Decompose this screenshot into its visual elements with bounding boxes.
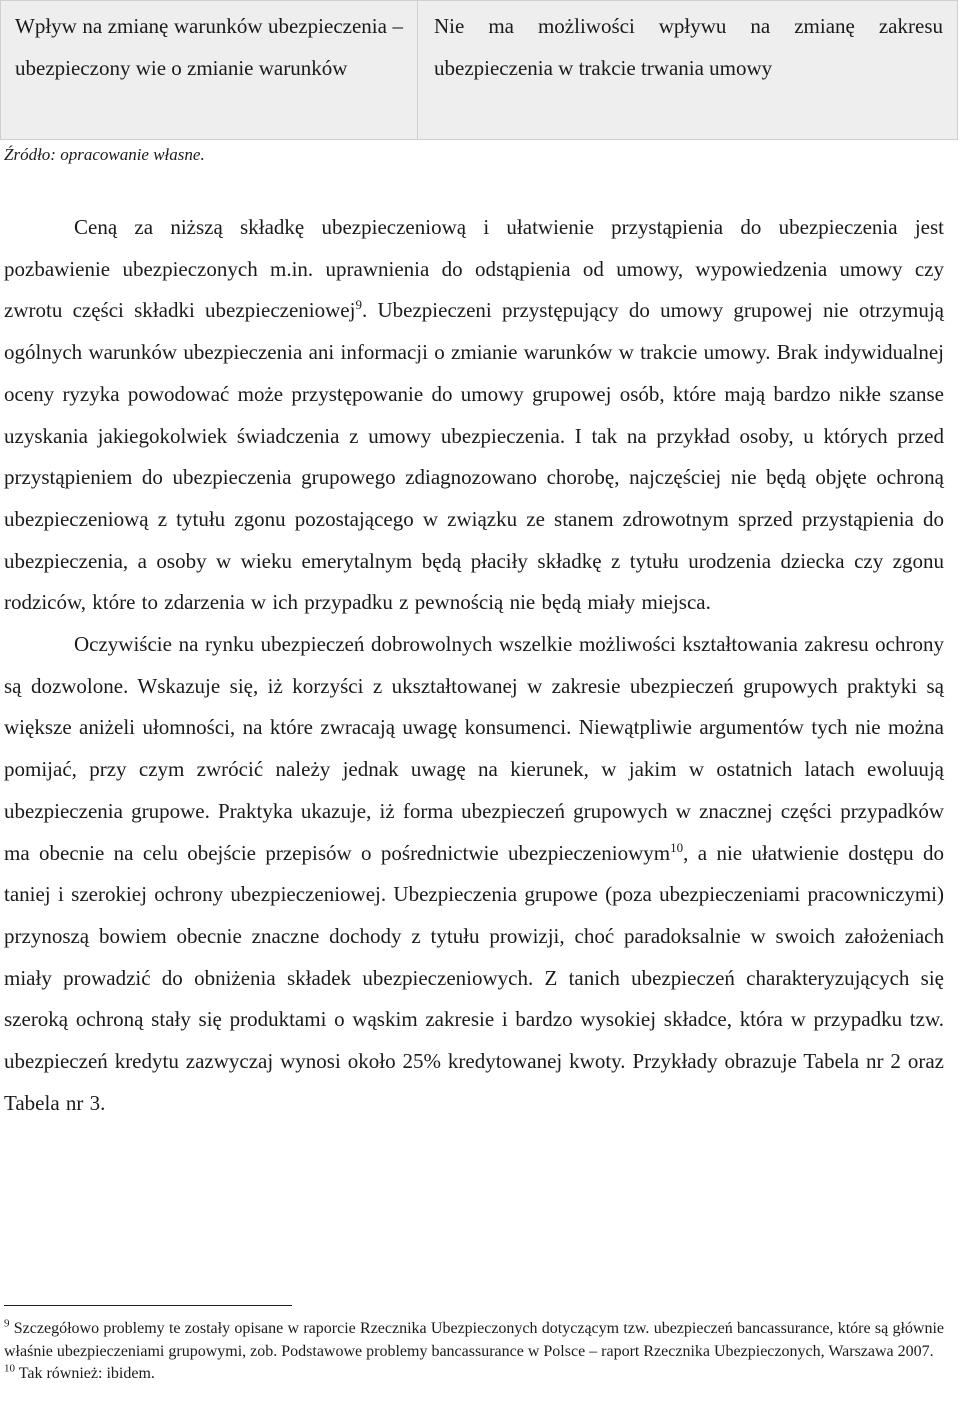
table-cell-left: Wpływ na zmianę warunków ubezpieczenia – ubezpieczony wie o zmianie warunków xyxy=(1,1,418,140)
footnote-10 xyxy=(4,1363,944,1386)
paragraph-2-text-b: , a nie ułatwienie dostępu do taniej i szerokiej ochrony ubezpieczeniowej. Ubezpieczenia grupowe (poza ubezpieczeniami pracowniczymi) przynoszą bowiem obecnie znaczne dochody z tytułu prowizji, choć paradoksalnie w swoich założeniach miały prowadzić do obniżenia składek ubezpieczeniowych. Z tanich ubezpieczeń charakteryzujących się szeroką ochroną stały się produktami o wąskim zakresie i bardzo wysokiej składce, która w przypadku tzw. ubezpieczeń kredytu zazwyczaj wynosi około 25% kredytowanej kwoty. Przykłady obrazuje Tabela nr 2 oraz Tabela nr 3. xyxy=(4,840,944,1115)
footnote-text: Tak również: ibidem. xyxy=(15,1365,155,1382)
source-note: Źródło: opracowanie własne. xyxy=(4,145,205,164)
body-text xyxy=(4,207,944,1124)
footnote-number: 10 xyxy=(4,1362,15,1375)
footnote-text: Szczegółowo problemy te zostały opisane w raporcie Rzecznika Ubezpieczonych dotyczącym tzw. ubezpieczeń bancassurance, które są głównie właśnie ubezpieczeniami grupowymi, zob. Podstawowe problemy bancassurance w Polsce – raport Rzecznika Ubezpieczonych, Warszawa 2007. xyxy=(4,1320,944,1360)
footnote-separator xyxy=(4,1305,292,1306)
paragraph-1 xyxy=(4,207,944,624)
comparison-table xyxy=(0,0,958,140)
table-row xyxy=(1,1,958,140)
paragraph-2 xyxy=(4,624,944,1124)
footnotes xyxy=(4,1318,944,1386)
paragraph-1-text-a: Ceną za niższą składkę ubezpieczeniową i ułatwienie przystąpienia do ubezpieczenia jest pozbawienie ubezpieczonych m.in. uprawnienia do odstąpienia od umowy, wypowiedzenia umowy czy zwrotu części składki ubezpieczeniowej xyxy=(4,215,944,323)
paragraph-1-text-b: . Ubezpieczeni przystępujący do umowy grupowej nie otrzymują ogólnych warunków ubezpieczenia ani informacji o zmianie warunków w trakcie umowy. Brak indywidualnej oceny ryzyka powodować może przystępowanie do umowy grupowej osób, które mają bardzo nikłe szanse uzyskania jakiegokolwiek świadczenia z umowy ubezpieczenia. I tak na przykład osoby, u których przed przystąpieniem do ubezpieczenia grupowego zdiagnozowano chorobę, najczęściej nie będą objęte ochroną ubezpieczeniową z tytułu zgonu pozostającego w związku ze stanem zdrowotnym sprzed przystąpienia do ubezpieczenia, a osoby w wieku emerytalnym będą płaciły składkę z tytułu urodzenia dziecka czy zgonu rodziców, które to zdarzenia w ich przypadku z pewnością nie będą miały miejsca. xyxy=(4,298,945,615)
paragraph-2-text-a: Oczywiście na rynku ubezpieczeń dobrowolnych wszelkie możliwości kształtowania zakresu ochrony są dozwolone. Wskazuje się, iż korzyści z ukształtowanej w zakresie ubezpieczeń grupowych praktyki są większe aniżeli ułomności, na które zwracają uwagę konsumenci. Niewątpliwie argumentów tych nie można pomijać, przy czym zwrócić należy jednak uwagę na kierunek, w jakim w ostatnich latach ewoluują ubezpieczenia grupowe. Praktyka ukazuje, iż forma ubezpieczeń grupowych w znacznej części przypadków ma obecnie na celu obejście przepisów o pośrednictwie ubezpieczeniowym xyxy=(4,632,944,865)
footnote-number: 9 xyxy=(4,1317,10,1330)
table-cell-right: Nie ma możliwości wpływu na zmianę zakresu ubezpieczenia w trakcie trwania umowy xyxy=(418,1,958,140)
footnote-ref-9[interactable]: 9 xyxy=(355,297,362,313)
footnote-ref-10[interactable]: 10 xyxy=(670,839,684,855)
comparison-table-fragment xyxy=(0,0,958,140)
footnote-9 xyxy=(4,1318,944,1363)
